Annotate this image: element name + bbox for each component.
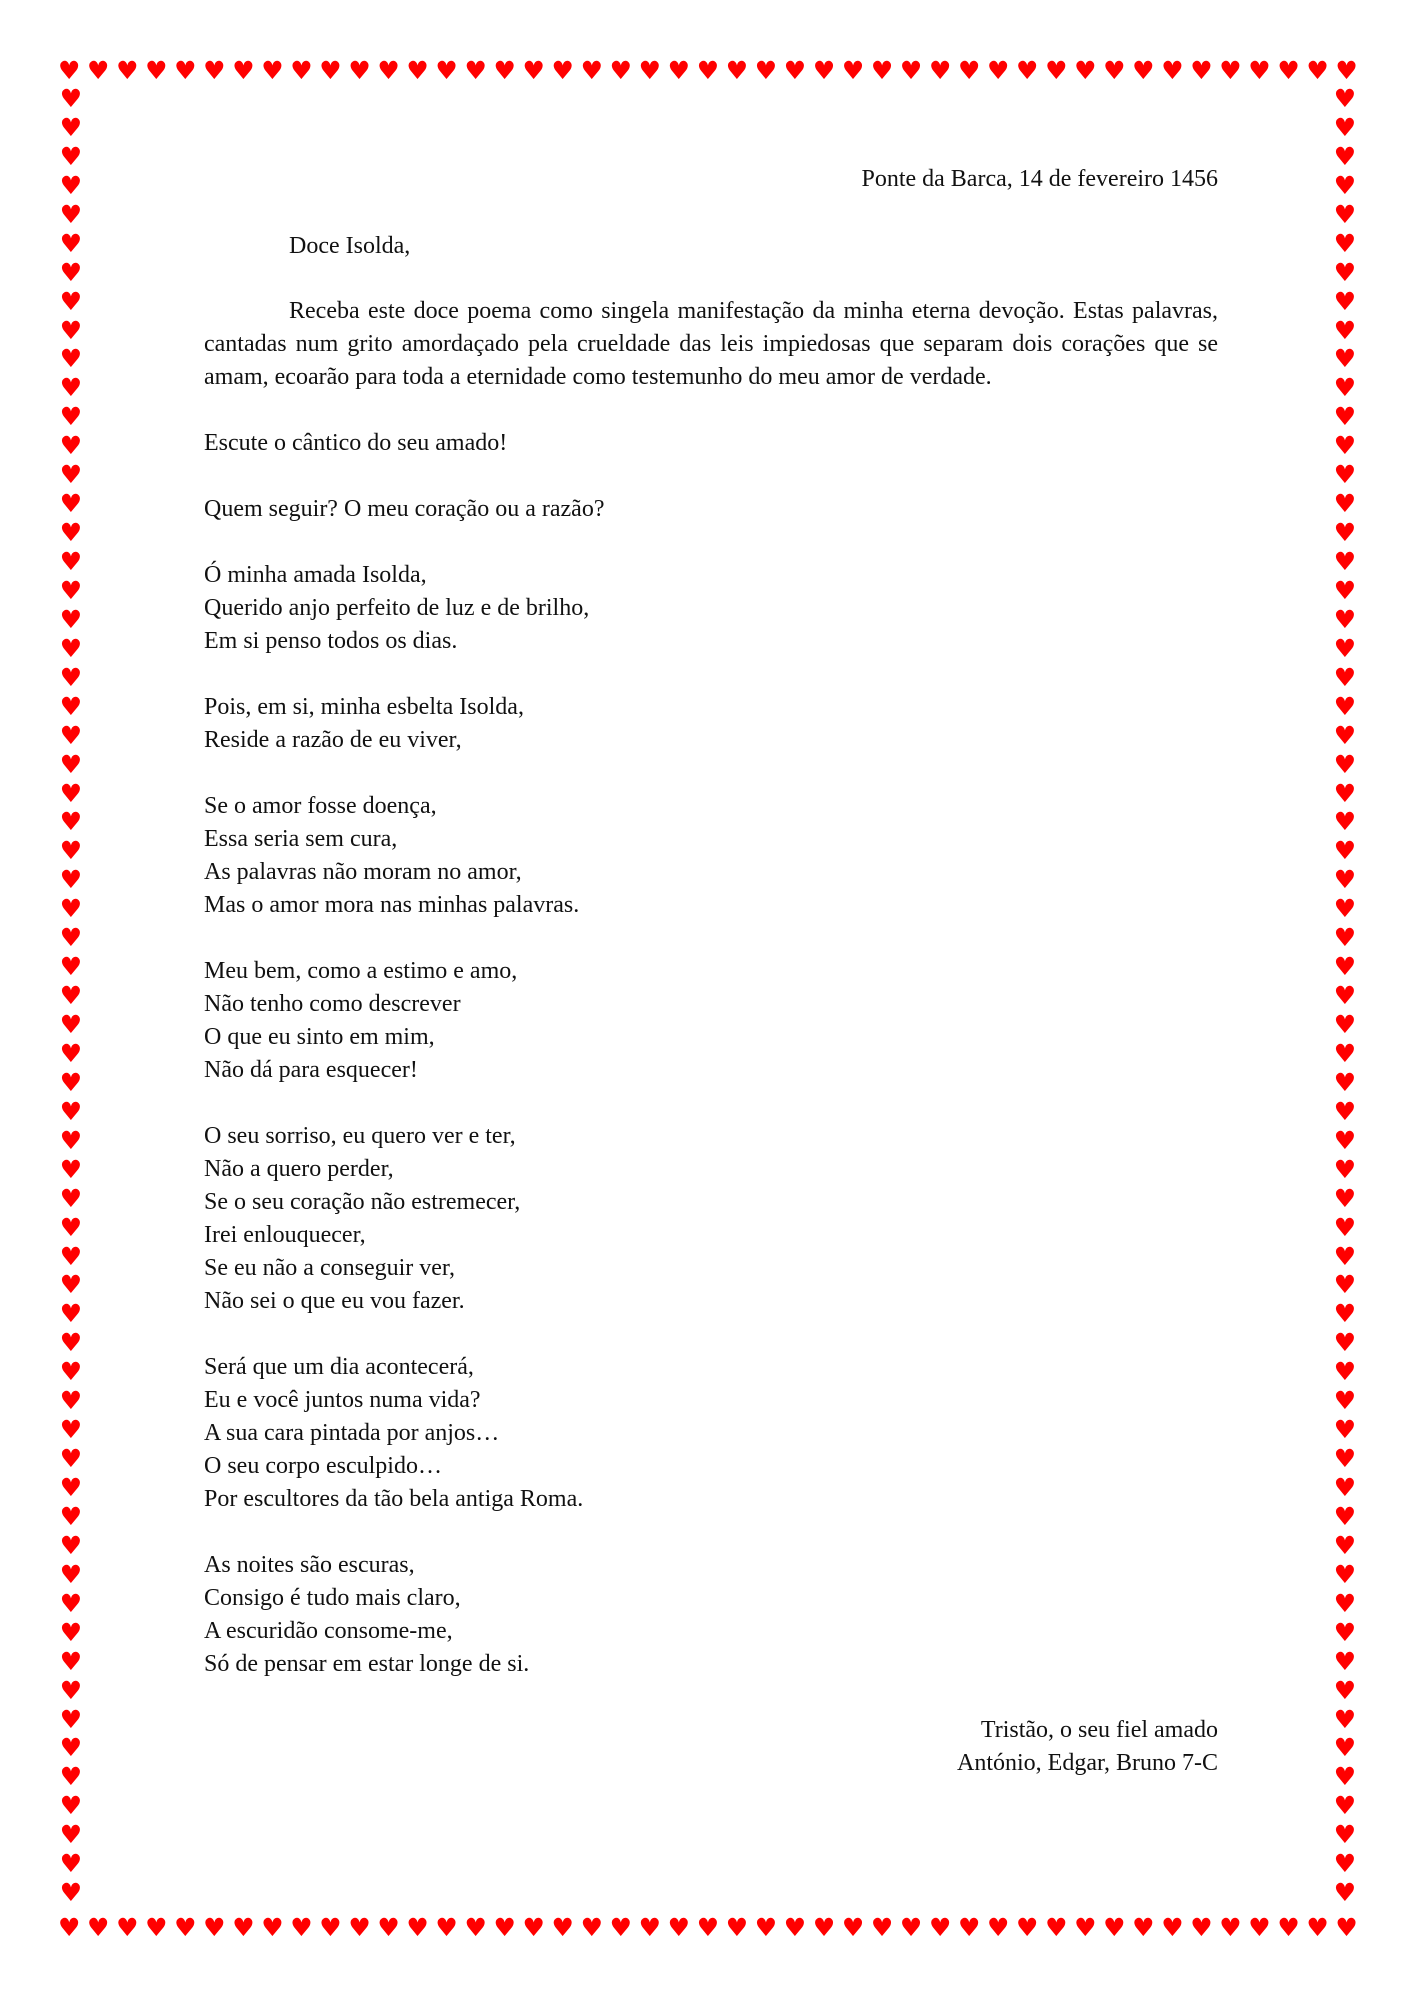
poem-line: O que eu sinto em mim, — [204, 1024, 435, 1050]
poem-stanza — [204, 1120, 1218, 1318]
poem-line: Mas o amor mora nas minhas palavras. — [204, 892, 580, 918]
heart-icon: ♥ — [174, 55, 197, 85]
heart-icon: ♥ — [1333, 865, 1357, 895]
heart-icon: ♥ — [348, 1912, 371, 1942]
heart-icon: ♥ — [59, 981, 83, 1011]
heart-icon: ♥ — [1335, 1912, 1358, 1942]
heart-icon: ♥ — [1333, 1878, 1357, 1908]
heart-icon: ♥ — [1333, 1588, 1357, 1618]
heart-icon: ♥ — [59, 1154, 83, 1184]
heart-icon: ♥ — [1333, 1791, 1357, 1821]
heart-icon: ♥ — [1333, 257, 1357, 287]
heart-icon: ♥ — [928, 55, 952, 85]
heart-icon: ♥ — [783, 1912, 807, 1942]
heart-icon: ♥ — [59, 807, 83, 837]
heart-icon: ♥ — [59, 547, 83, 576]
heart-icon: ♥ — [1103, 1912, 1126, 1942]
heart-icon: ♥ — [1333, 199, 1357, 229]
heart-icon: ♥ — [1333, 1096, 1357, 1126]
heart-border-left — [56, 86, 86, 1906]
heart-icon: ♥ — [1333, 1067, 1357, 1097]
poem-line: Se o amor fosse doença, — [204, 793, 437, 819]
heart-icon: ♥ — [1333, 373, 1357, 403]
heart-icon: ♥ — [1333, 460, 1357, 490]
heart-icon: ♥ — [87, 55, 110, 85]
heart-icon: ♥ — [232, 55, 255, 85]
heart-icon: ♥ — [1333, 1762, 1357, 1792]
heart-icon: ♥ — [1333, 1212, 1357, 1242]
poem-line: Eu e você juntos numa vida? — [204, 1387, 481, 1413]
heart-icon: ♥ — [58, 1912, 81, 1942]
heart-icon: ♥ — [59, 1067, 83, 1097]
heart-icon: ♥ — [377, 1912, 400, 1942]
heart-icon: ♥ — [59, 1212, 83, 1242]
heart-icon: ♥ — [1333, 662, 1357, 692]
heart-icon: ♥ — [754, 1912, 778, 1942]
heart-icon: ♥ — [899, 55, 923, 85]
heart-icon: ♥ — [1333, 1270, 1357, 1300]
heart-icon: ♥ — [1333, 141, 1357, 171]
heart-icon: ♥ — [59, 1791, 83, 1821]
heart-icon: ♥ — [1277, 1912, 1300, 1942]
heart-icon: ♥ — [59, 1530, 83, 1560]
heart-icon: ♥ — [841, 55, 865, 85]
heart-icon: ♥ — [290, 1912, 313, 1942]
poem-line: Não dá para esquecer! — [204, 1057, 418, 1083]
heart-icon: ♥ — [667, 55, 691, 85]
heart-icon: ♥ — [59, 1444, 83, 1474]
call-line: Escute o cântico do seu amado! — [204, 430, 508, 456]
heart-icon: ♥ — [1333, 1415, 1357, 1445]
poem-stanza — [204, 691, 1218, 757]
heart-icon: ♥ — [290, 55, 313, 85]
heart-icon: ♥ — [1333, 84, 1357, 113]
poem-line: Pois, em si, minha esbelta Isolda, — [204, 694, 524, 720]
heart-border-right — [1330, 86, 1360, 1906]
heart-icon: ♥ — [59, 141, 83, 171]
heart-icon: ♥ — [987, 55, 1010, 85]
heart-icon: ♥ — [59, 1125, 83, 1155]
heart-icon: ♥ — [1333, 1183, 1357, 1213]
heart-icon: ♥ — [638, 1912, 662, 1942]
heart-icon: ♥ — [1045, 1912, 1068, 1942]
heart-icon: ♥ — [522, 55, 545, 85]
heart-icon: ♥ — [1333, 170, 1357, 200]
poem-line: Querido anjo perfeito de luz e de brilho, — [204, 595, 590, 621]
heart-icon: ♥ — [1333, 720, 1357, 750]
heart-icon: ♥ — [1333, 1473, 1357, 1502]
heart-icon: ♥ — [59, 894, 83, 924]
heart-icon: ♥ — [59, 315, 83, 345]
heart-icon: ♥ — [1333, 1733, 1357, 1763]
heart-icon: ♥ — [1333, 402, 1357, 432]
heart-icon: ♥ — [1333, 1646, 1357, 1676]
heart-icon: ♥ — [1333, 1704, 1357, 1734]
question-line: Quem seguir? O meu coração ou a razão? — [204, 496, 605, 522]
heart-icon: ♥ — [725, 55, 749, 85]
heart-icon: ♥ — [203, 55, 226, 85]
heart-icon: ♥ — [59, 1820, 83, 1850]
heart-icon: ♥ — [87, 1912, 110, 1942]
heart-icon: ♥ — [1016, 1912, 1039, 1942]
signature-line-2: António, Edgar, Bruno 7-C — [956, 1750, 1218, 1776]
poem-line: A escuridão consome-me, — [204, 1618, 453, 1644]
heart-icon: ♥ — [987, 1912, 1010, 1942]
heart-icon: ♥ — [59, 257, 83, 287]
heart-icon: ♥ — [1333, 981, 1357, 1011]
heart-icon: ♥ — [59, 1646, 83, 1676]
heart-icon: ♥ — [1074, 1912, 1097, 1942]
heart-icon: ♥ — [59, 865, 83, 895]
heart-icon: ♥ — [696, 1912, 720, 1942]
heart-icon: ♥ — [59, 1183, 83, 1213]
heart-icon: ♥ — [1333, 547, 1357, 576]
heart-icon: ♥ — [59, 1559, 83, 1589]
heart-icon: ♥ — [1190, 55, 1213, 85]
heart-icon: ♥ — [1016, 55, 1039, 85]
heart-icon: ♥ — [899, 1912, 923, 1942]
heart-icon: ♥ — [116, 55, 139, 85]
heart-icon: ♥ — [406, 55, 429, 85]
heart-icon: ♥ — [319, 1912, 342, 1942]
heart-icon: ♥ — [1103, 55, 1126, 85]
heart-icon: ♥ — [1333, 518, 1357, 548]
heart-icon: ♥ — [59, 1704, 83, 1734]
heart-icon: ♥ — [1333, 1820, 1357, 1850]
heart-icon: ♥ — [59, 1415, 83, 1445]
poem-line: Meu bem, como a estimo e amo, — [204, 958, 518, 984]
heart-icon: ♥ — [59, 1878, 83, 1908]
heart-icon: ♥ — [59, 1849, 83, 1879]
heart-icon: ♥ — [377, 55, 400, 85]
heart-icon: ♥ — [1333, 1849, 1357, 1879]
heart-icon: ♥ — [59, 344, 83, 374]
heart-icon: ♥ — [145, 55, 168, 85]
heart-icon: ♥ — [1333, 315, 1357, 345]
heart-icon: ♥ — [812, 1912, 836, 1942]
heart-icon: ♥ — [261, 1912, 284, 1942]
heart-icon: ♥ — [59, 923, 83, 953]
heart-icon: ♥ — [1333, 1241, 1357, 1271]
poem-line: Será que um dia acontecerá, — [204, 1354, 474, 1380]
heart-icon: ♥ — [1333, 633, 1357, 663]
heart-icon: ♥ — [59, 749, 83, 779]
heart-icon: ♥ — [1219, 55, 1242, 85]
heart-icon: ♥ — [59, 402, 83, 432]
heart-icon: ♥ — [232, 1912, 255, 1942]
heart-icon: ♥ — [783, 55, 807, 85]
heart-icon: ♥ — [1333, 1501, 1357, 1531]
heart-border-bottom — [58, 1912, 1358, 1942]
heart-icon: ♥ — [1333, 749, 1357, 779]
heart-icon: ♥ — [1306, 55, 1329, 85]
heart-icon: ♥ — [1333, 1386, 1357, 1416]
heart-icon: ♥ — [1333, 778, 1357, 808]
heart-icon: ♥ — [145, 1912, 168, 1942]
heart-icon: ♥ — [1248, 1912, 1271, 1942]
poem-line: Não sei o que eu vou fazer. — [204, 1288, 465, 1314]
heart-icon: ♥ — [1132, 1912, 1155, 1942]
heart-icon: ♥ — [957, 1912, 981, 1942]
heart-icon: ♥ — [59, 1270, 83, 1300]
heart-icon: ♥ — [1074, 55, 1097, 85]
poem-line: Ó minha amada Isolda, — [204, 562, 427, 588]
heart-icon: ♥ — [1333, 1357, 1357, 1387]
heart-icon: ♥ — [59, 228, 83, 258]
heart-icon: ♥ — [1333, 836, 1357, 866]
heart-icon: ♥ — [1333, 1154, 1357, 1184]
heart-icon: ♥ — [493, 55, 516, 85]
heart-icon: ♥ — [638, 55, 662, 85]
signature-line-1: Tristão, o seu fiel amado — [980, 1717, 1218, 1743]
poem-stanza — [204, 1351, 1218, 1516]
heart-icon: ♥ — [609, 55, 633, 85]
heart-icon: ♥ — [1333, 1328, 1357, 1358]
heart-icon: ♥ — [870, 55, 894, 85]
heart-icon: ♥ — [59, 575, 83, 605]
heart-icon: ♥ — [580, 55, 603, 85]
heart-icon: ♥ — [59, 431, 83, 461]
heart-icon: ♥ — [551, 55, 574, 85]
heart-icon: ♥ — [59, 662, 83, 692]
heart-icon: ♥ — [464, 55, 487, 85]
heart-icon: ♥ — [1333, 286, 1357, 316]
heart-icon: ♥ — [1161, 1912, 1184, 1942]
heart-icon: ♥ — [59, 1733, 83, 1763]
heart-icon: ♥ — [1333, 1299, 1357, 1329]
heart-icon: ♥ — [1333, 431, 1357, 461]
heart-icon: ♥ — [1333, 1559, 1357, 1589]
heart-icon: ♥ — [1333, 1010, 1357, 1039]
intro-paragraph: Receba este doce poema como singela manifestação da minha eterna devoção. Estas palavras, cantadas num grito amordaçado pela crueldade das leis impiedosas que separam dois corações que se amam, ecoarão para toda a eternidade como testemunho do meu amor de verdade. — [204, 298, 1218, 390]
poem-line: As noites são escuras, — [204, 1552, 415, 1578]
heart-icon: ♥ — [59, 836, 83, 866]
heart-icon: ♥ — [870, 1912, 894, 1942]
poem-line: Reside a razão de eu viver, — [204, 727, 462, 753]
salutation: Doce Isolda, — [289, 233, 411, 259]
heart-icon: ♥ — [348, 55, 371, 85]
heart-icon: ♥ — [1248, 55, 1271, 85]
heart-icon: ♥ — [59, 1675, 83, 1705]
heart-icon: ♥ — [522, 1912, 545, 1942]
signature — [204, 1714, 1218, 1780]
heart-icon: ♥ — [59, 286, 83, 316]
heart-icon: ♥ — [841, 1912, 865, 1942]
heart-icon: ♥ — [609, 1912, 633, 1942]
poem-stanza — [204, 1549, 1218, 1681]
heart-icon: ♥ — [59, 1386, 83, 1416]
heart-icon: ♥ — [59, 952, 83, 982]
heart-icon: ♥ — [319, 55, 342, 85]
poem-line: Consigo é tudo mais claro, — [204, 1585, 461, 1611]
heart-icon: ♥ — [1333, 1675, 1357, 1705]
heart-icon: ♥ — [59, 1241, 83, 1271]
poem-line: Por escultores da tão bela antiga Roma. — [204, 1486, 584, 1512]
heart-icon: ♥ — [59, 633, 83, 663]
heart-icon: ♥ — [1333, 575, 1357, 605]
heart-icon: ♥ — [1333, 344, 1357, 374]
poem-stanza — [204, 559, 1218, 658]
heart-icon: ♥ — [1045, 55, 1068, 85]
heart-icon: ♥ — [59, 1096, 83, 1126]
heart-icon: ♥ — [59, 778, 83, 808]
heart-icon: ♥ — [667, 1912, 691, 1942]
heart-icon: ♥ — [261, 55, 284, 85]
heart-icon: ♥ — [435, 55, 458, 85]
heart-border-top — [58, 55, 1358, 85]
heart-icon: ♥ — [464, 1912, 487, 1942]
heart-icon: ♥ — [58, 55, 81, 85]
heart-icon: ♥ — [59, 518, 83, 548]
heart-icon: ♥ — [1306, 1912, 1329, 1942]
heart-icon: ♥ — [116, 1912, 139, 1942]
poem-line: Só de pensar em estar longe de si. — [204, 1651, 530, 1677]
poem-stanza — [204, 790, 1218, 922]
heart-icon: ♥ — [1333, 112, 1357, 142]
heart-icon: ♥ — [1333, 1444, 1357, 1474]
heart-icon: ♥ — [59, 1357, 83, 1387]
heart-icon: ♥ — [59, 170, 83, 200]
heart-icon: ♥ — [1161, 55, 1184, 85]
heart-icon: ♥ — [1333, 1125, 1357, 1155]
heart-icon: ♥ — [59, 1588, 83, 1618]
heart-icon: ♥ — [1335, 55, 1358, 85]
heart-icon: ♥ — [754, 55, 778, 85]
poem-line: Não a quero perder, — [204, 1156, 394, 1182]
heart-icon: ♥ — [59, 691, 83, 721]
poem-line: Se o seu coração não estremecer, — [204, 1189, 521, 1215]
heart-icon: ♥ — [59, 1617, 83, 1647]
place-date: Ponte da Barca, 14 de fevereiro 1456 — [861, 166, 1218, 192]
heart-icon: ♥ — [59, 1473, 83, 1502]
heart-icon: ♥ — [1190, 1912, 1213, 1942]
heart-icon: ♥ — [59, 1010, 83, 1039]
heart-icon: ♥ — [580, 1912, 603, 1942]
heart-icon: ♥ — [1333, 1530, 1357, 1560]
heart-icon: ♥ — [1333, 894, 1357, 924]
heart-icon: ♥ — [203, 1912, 226, 1942]
poem-line: O seu corpo esculpido… — [204, 1453, 442, 1479]
heart-icon: ♥ — [1277, 55, 1300, 85]
heart-icon: ♥ — [59, 460, 83, 490]
poem — [204, 559, 1218, 1681]
poem-line: Irei enlouquecer, — [204, 1222, 366, 1248]
heart-icon: ♥ — [435, 1912, 458, 1942]
poem-line: A sua cara pintada por anjos… — [204, 1420, 500, 1446]
heart-icon: ♥ — [493, 1912, 516, 1942]
heart-icon: ♥ — [1333, 691, 1357, 721]
heart-icon: ♥ — [59, 84, 83, 113]
poem-line: Essa seria sem cura, — [204, 826, 398, 852]
heart-icon: ♥ — [1132, 55, 1155, 85]
heart-icon: ♥ — [59, 720, 83, 750]
poem-line: O seu sorriso, eu quero ver e ter, — [204, 1123, 516, 1149]
letter-body — [204, 163, 1218, 1780]
heart-icon: ♥ — [1219, 1912, 1242, 1942]
heart-icon: ♥ — [59, 1501, 83, 1531]
poem-line: Não tenho como descrever — [204, 991, 461, 1017]
heart-icon: ♥ — [1333, 923, 1357, 953]
heart-icon: ♥ — [59, 199, 83, 229]
poem-line: Em si penso todos os dias. — [204, 628, 458, 654]
heart-icon: ♥ — [59, 112, 83, 142]
heart-icon: ♥ — [928, 1912, 952, 1942]
poem-stanza — [204, 955, 1218, 1087]
heart-icon: ♥ — [1333, 604, 1357, 634]
heart-icon: ♥ — [1333, 952, 1357, 982]
heart-icon: ♥ — [59, 1299, 83, 1329]
heart-icon: ♥ — [59, 1328, 83, 1358]
heart-icon: ♥ — [1333, 1617, 1357, 1647]
heart-icon: ♥ — [406, 1912, 429, 1942]
heart-icon: ♥ — [174, 1912, 197, 1942]
heart-icon: ♥ — [812, 55, 836, 85]
heart-icon: ♥ — [957, 55, 981, 85]
heart-icon: ♥ — [1333, 228, 1357, 258]
heart-icon: ♥ — [1333, 489, 1357, 519]
heart-icon: ♥ — [59, 1762, 83, 1792]
heart-icon: ♥ — [551, 1912, 574, 1942]
heart-icon: ♥ — [59, 373, 83, 403]
heart-icon: ♥ — [696, 55, 720, 85]
heart-icon: ♥ — [725, 1912, 749, 1942]
poem-line: Se eu não a conseguir ver, — [204, 1255, 455, 1281]
heart-icon: ♥ — [59, 604, 83, 634]
heart-icon: ♥ — [59, 1038, 83, 1068]
heart-icon: ♥ — [1333, 1038, 1357, 1068]
poem-line: As palavras não moram no amor, — [204, 859, 522, 885]
heart-icon: ♥ — [1333, 807, 1357, 837]
heart-icon: ♥ — [59, 489, 83, 519]
